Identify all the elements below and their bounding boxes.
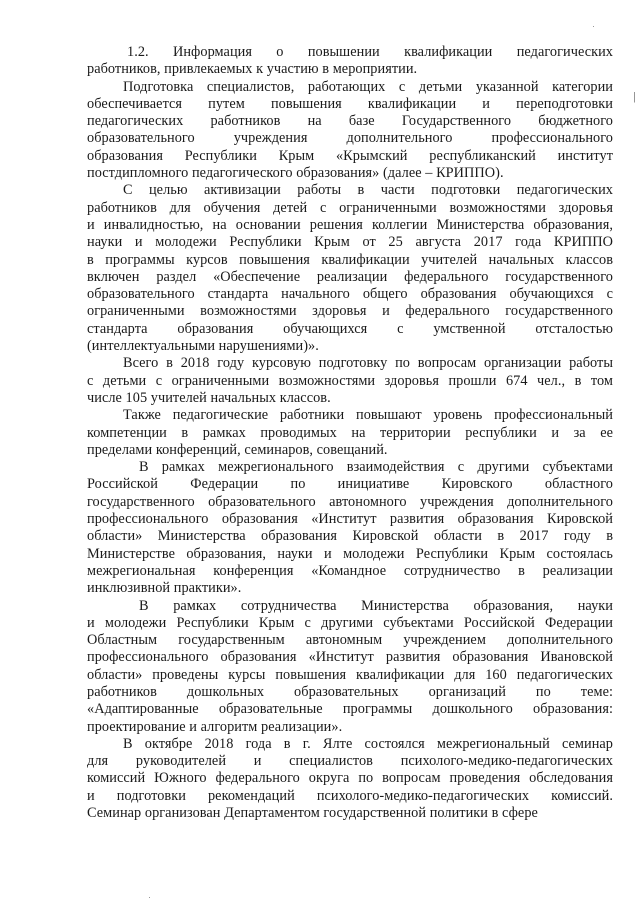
text-line: образовательного стандарта начального общего образования обучающихся с (87, 286, 613, 303)
text-line: работников дошкольных образовательных организаций по теме: (87, 683, 613, 700)
text-line: работников для обучения детей с ограниченными возможностями здоровья (87, 199, 613, 216)
text-line: образования Республики Крым «Крымский республиканский институт (87, 147, 613, 164)
text-line: компетенции в рамках проводимых на территории республики и за ее (87, 424, 613, 441)
paragraph (87, 79, 613, 183)
scan-mark-right-edge: | (633, 91, 636, 103)
text-line: профессионального образования «Институт развития образования Ивановской (87, 649, 613, 666)
text-line: и молодежи Республики Крым с другими субъектами Российской Федерации (87, 614, 613, 631)
text-line: 1.2. Информация о повышении квалификации педагогических (127, 44, 613, 60)
text-line: пределами конференций, семинаров, совещаний. (87, 441, 388, 458)
text-line: науки и молодежи Республики Крым от 25 августа 2017 года КРИППО (87, 234, 613, 251)
scan-dot-bottom-left: · (148, 892, 151, 902)
text-line: и подготовки рекомендаций психолого-медико-педагогических комиссий. (87, 787, 613, 804)
text-line: педагогических работников на базе Государственного бюджетного (87, 113, 613, 130)
paragraph (87, 355, 613, 407)
text-line: государственного образовательного автономного учреждения дополнительного (87, 493, 613, 510)
paragraph (87, 407, 613, 459)
text-line: В рамках сотрудничества Министерства образования, науки (139, 597, 613, 614)
text-line: В рамках межрегионального взаимодействия с другими субъектами (139, 459, 613, 476)
paragraph (87, 44, 613, 79)
text-line: проектирование и алгоритм реализации». (87, 718, 343, 735)
text-line: стандарта образования обучающихся с умственной отсталостью (87, 320, 613, 337)
text-line: В октябре 2018 года в г. Ялте состоялся межрегиональный семинар (123, 735, 613, 752)
paragraph (87, 598, 613, 736)
text-line: инклюзивной практики». (87, 580, 242, 597)
text-line: Российской Федерации по инициативе Кировского областного (87, 476, 613, 493)
text-line: постдипломного педагогического образования» (далее – КРИППО). (87, 165, 504, 182)
text-line: области» Министерства образования Кировской области в 2017 году в (87, 528, 613, 545)
paragraph (87, 182, 613, 355)
document-body (87, 44, 613, 822)
text-line: обеспечивается путем повышения квалификации и переподготовки (87, 95, 613, 112)
paragraph (87, 736, 613, 822)
text-line: и инвалидностью, на основании решения коллегии Министерства образования, (87, 216, 613, 233)
scan-dot-top-right: · (592, 21, 595, 31)
text-line: с детьми с ограниченными возможностями здоровья прошли 674 чел., в том (87, 372, 613, 389)
text-line: образовательного учреждения дополнительного профессионального (87, 130, 613, 147)
text-line: Подготовка специалистов, работающих с детьми указанной категории (123, 78, 613, 95)
text-line: «Адаптированные образовательные программы дошкольного образования: (87, 701, 613, 718)
text-line: (интеллектуальными нарушениями)». (87, 338, 319, 355)
text-line: С целью активизации работы в части подготовки педагогических (123, 182, 613, 199)
text-line: Областным государственным автономным учреждением дополнительного (87, 632, 613, 649)
text-line: Также педагогические работники повышают уровень профессиональный (123, 407, 613, 424)
text-line: области» проведены курсы повышения квалификации для 160 педагогических (87, 666, 613, 683)
text-line: в программы курсов повышения квалификации учителей начальных классов (87, 251, 613, 268)
text-line: Министерстве образования, науки и молодежи Республики Крым состоялась (87, 545, 613, 562)
paragraph (87, 459, 613, 597)
text-line: числе 105 учителей начальных классов. (87, 389, 331, 406)
text-line: включен раздел «Обеспечение реализации федерального государственного (87, 268, 613, 285)
text-line: для руководителей и специалистов психолого-медико-педагогических (87, 753, 613, 770)
text-line: профессионального образования «Институт развития образования Кировской (87, 511, 613, 528)
text-line: межрегиональная конференция «Командное сотрудничество в реализации (87, 562, 613, 579)
text-line: работников, привлекаемых к участию в мероприятии. (87, 61, 418, 78)
text-line: комиссий Южного федерального округа по вопросам проведения обследования (87, 770, 613, 787)
text-line: ограниченными возможностями здоровья и федерального государственного (87, 303, 613, 320)
text-line: Всего в 2018 году курсовую подготовку по вопросам организации работы (123, 355, 613, 372)
text-line: Семинар организован Департаментом государственной политики в сфере (87, 805, 538, 822)
